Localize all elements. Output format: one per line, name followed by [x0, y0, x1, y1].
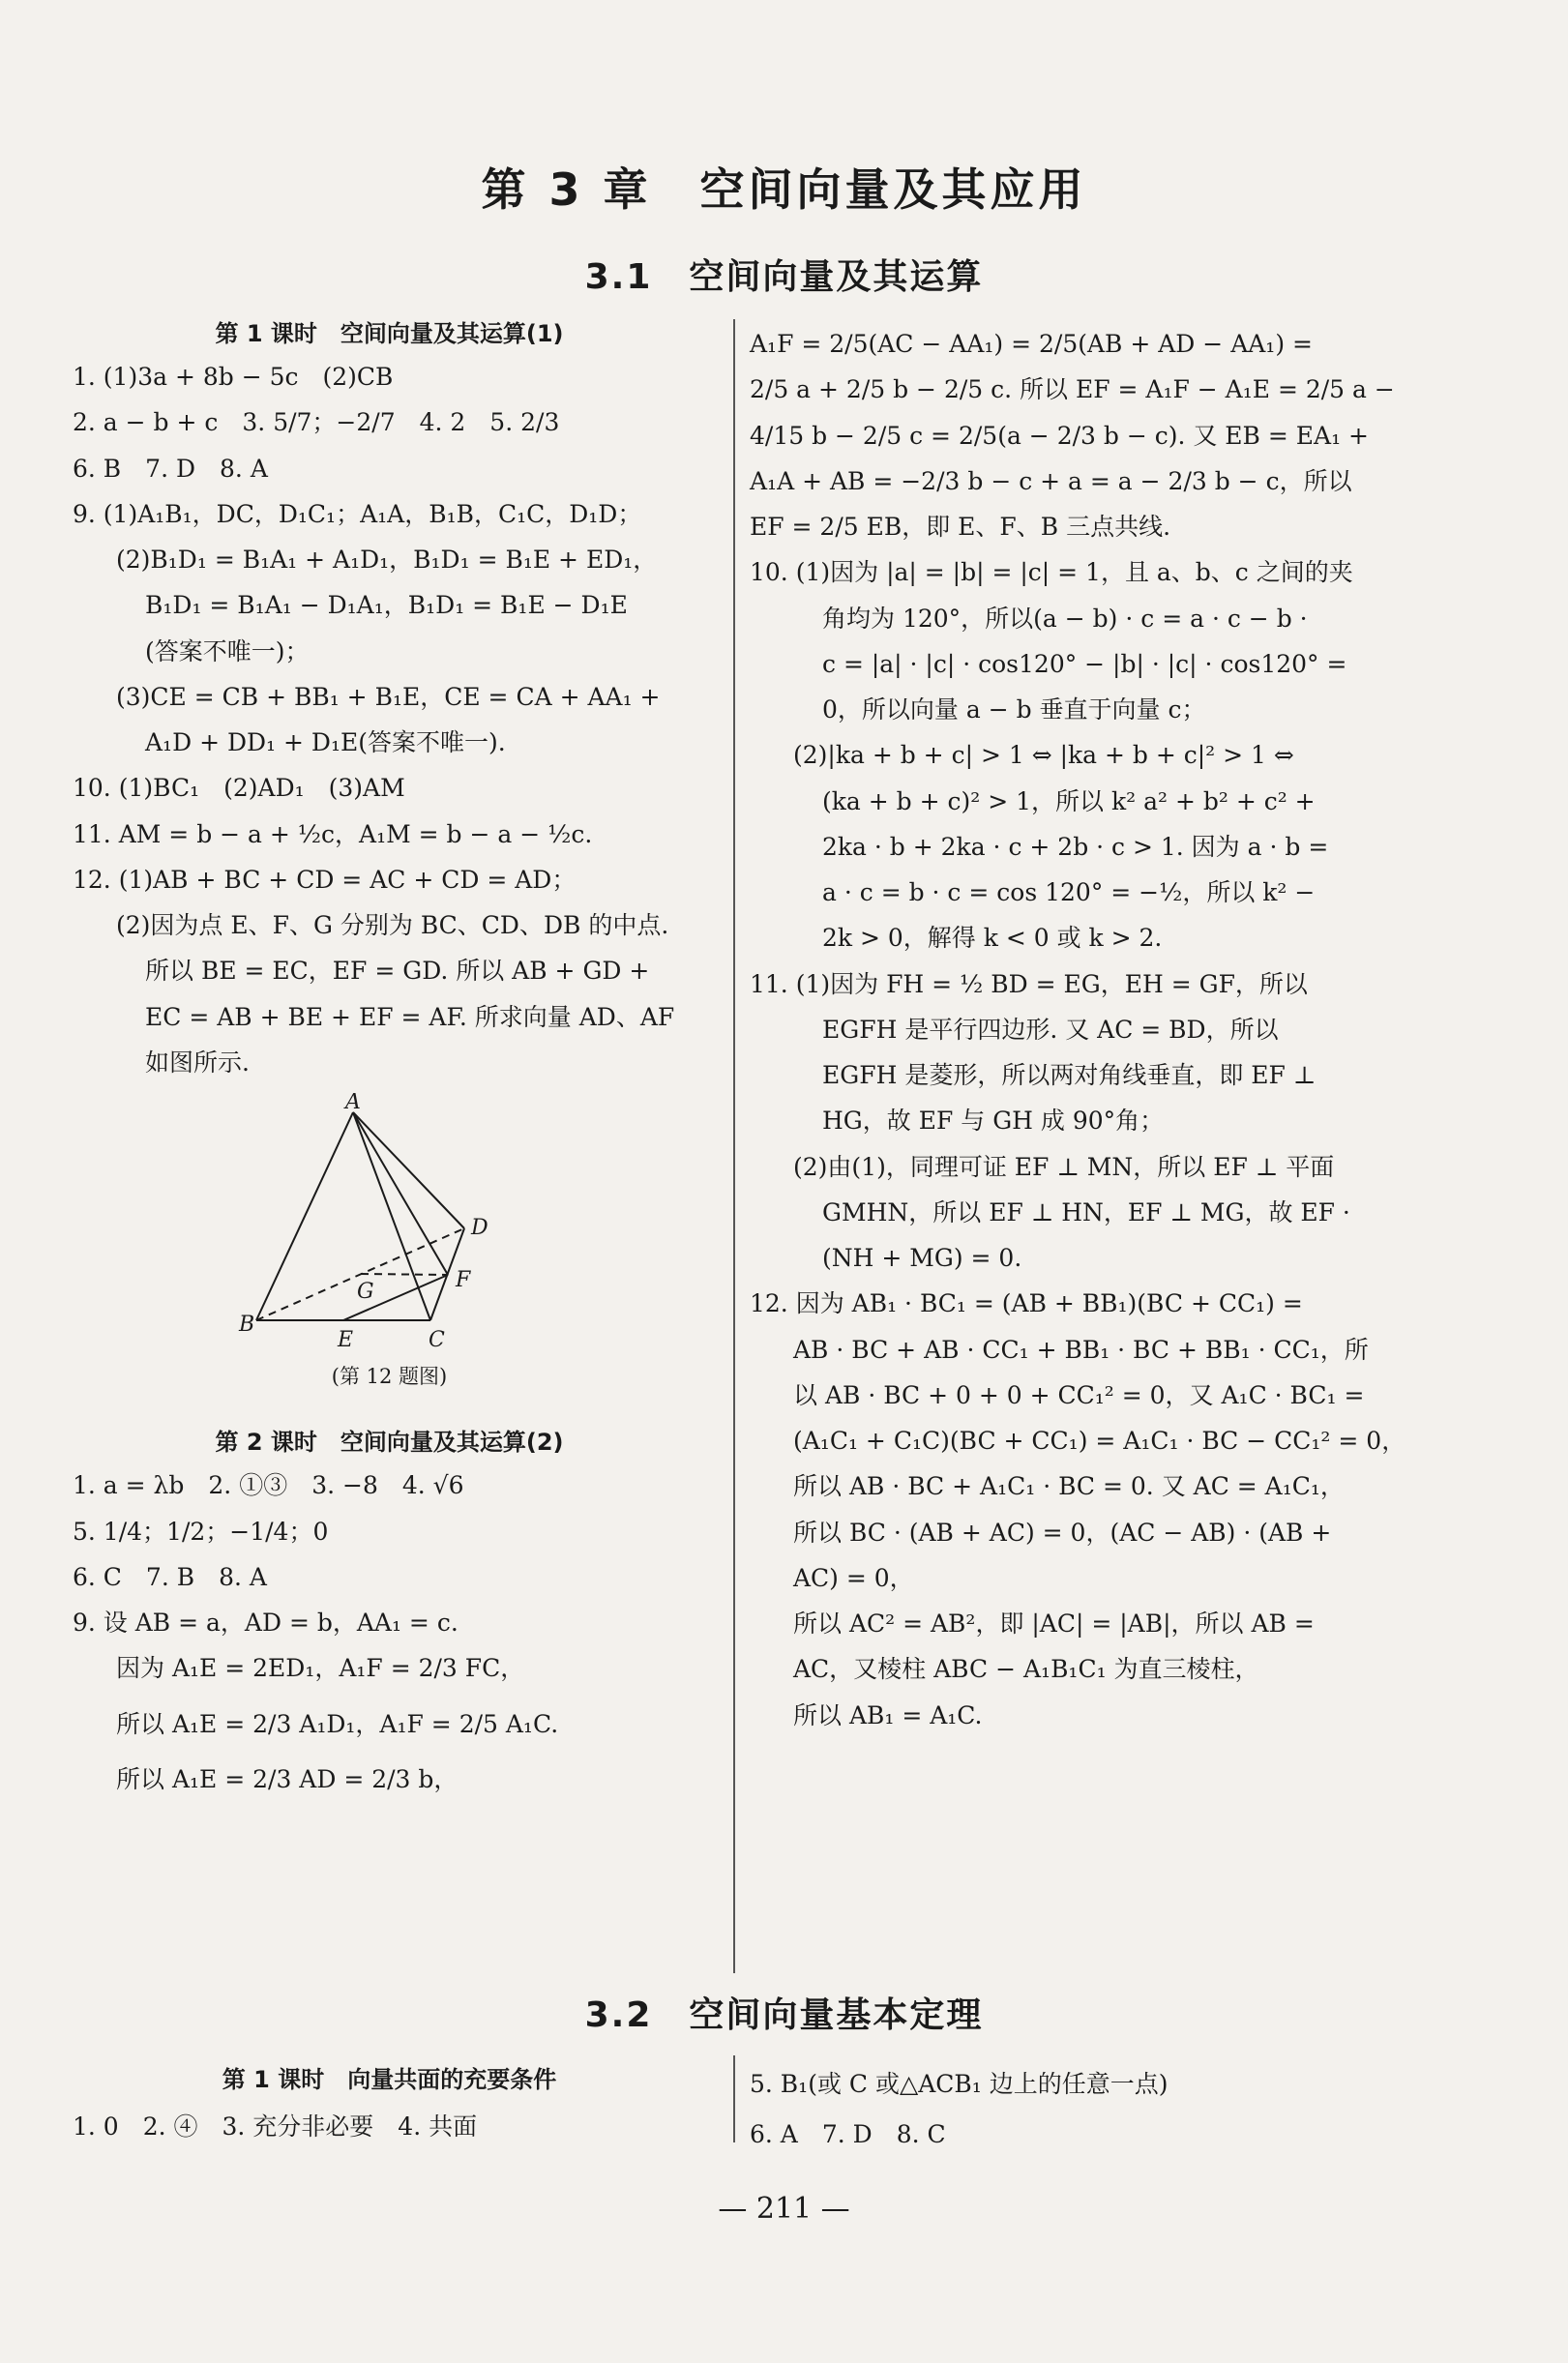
answer-line: 6. C 7. B 8. A — [73, 1562, 267, 1591]
answer-line: a · c = b · c = cos 120° = −½，所以 k² − — [822, 878, 1316, 906]
answer-line: 所以 BE = EC，EF = GD. 所以 AB + GD + — [145, 957, 650, 986]
answer-line: 6. A 7. D 8. C — [750, 2120, 946, 2148]
tetrahedron-diagram — [237, 1093, 547, 1354]
edge-ab — [256, 1112, 353, 1320]
lesson2-title: 第 2 课时 空间向量及其运算(2) — [215, 1429, 564, 1457]
answer-line: 5. 1/4；1/2；−1/4；0 — [73, 1517, 329, 1546]
answer-line: EF = 2/5 EB，即 E、F、B 三点共线. — [750, 513, 1171, 541]
answer-line: 因为 A₁E = 2ED₁，A₁F = 2/3 FC， — [116, 1654, 525, 1683]
answer-line: (答案不唯一)； — [145, 636, 310, 665]
answer-line: 6. B 7. D 8. A — [73, 454, 268, 483]
answer-line: 1. a = λb 2. ①③ 3. −8 4. √6 — [73, 1471, 464, 1500]
answer-line: 2. a − b + c 3. 5/7；−2/7 4. 2 5. 2/3 — [73, 408, 560, 437]
bottom-left-column — [73, 2060, 706, 2158]
answer-line: EC = AB + BE + EF = AF. 所求向量 AD、AF — [145, 1002, 675, 1031]
answer-line: 所以 A₁E = 2/3 AD = 2/3 b， — [116, 1764, 459, 1793]
segment-gf-hidden — [361, 1274, 448, 1275]
answer-line: 以 AB · BC + 0 + 0 + CC₁² = 0，又 A₁C · BC₁ = — [793, 1380, 1365, 1409]
answer-line: HG，故 EF 与 GH 成 90°角； — [822, 1107, 1165, 1136]
answer-line: (ka + b + c)² > 1，所以 k² a² + b² + c² + — [822, 786, 1316, 815]
answer-line: 0，所以向量 a − b 垂直于向量 c； — [822, 695, 1206, 724]
answer-line: A₁F = 2/5(AC − AA₁) = 2/5(AB + AD − AA₁) = — [750, 330, 1313, 358]
answer-line: 4/15 b − 2/5 c = 2/5(a − 2/3 b − c). 又 EB = EA₁ + — [750, 421, 1369, 450]
answer-line: A₁D + DD₁ + D₁E(答案不唯一). — [145, 728, 506, 756]
label-g: G — [357, 1280, 374, 1304]
answer-line: 9. 设 AB = a，AD = b，AA₁ = c. — [73, 1609, 459, 1637]
label-f: F — [456, 1268, 471, 1292]
answer-line: 2ka · b + 2ka · c + 2b · c > 1. 因为 a · b = — [822, 832, 1329, 861]
lesson1-title: 第 1 课时 空间向量及其运算(1) — [215, 320, 564, 347]
right-column — [750, 329, 1407, 1746]
answer-line: GMHN，所以 EF ⊥ HN，EF ⊥ MG，故 EF · — [822, 1197, 1350, 1226]
column-divider — [733, 319, 735, 1973]
answer-line: 11. AM = b − a + ½c，A₁M = b − a − ½c. — [73, 819, 593, 848]
answer-line: 1. 0 2. ④ 3. 充分非必要 4. 共面 — [73, 2112, 478, 2141]
answer-line: EGFH 是平行四边形. 又 AC = BD，所以 — [822, 1015, 1279, 1044]
answer-line: 5. B₁(或 C 或△ACB₁ 边上的任意一点) — [750, 2070, 1169, 2098]
answer-line: (2)因为点 E、F、G 分别为 BC、CD、DB 的中点. — [116, 911, 669, 939]
edge-ad — [353, 1112, 464, 1228]
bottom-column-divider — [733, 2055, 735, 2142]
answer-line: EGFH 是菱形，所以两对角线垂直，即 EF ⊥ — [822, 1061, 1317, 1089]
answer-line: c = |a| · |c| · cos120° − |b| · |c| · cos120° = — [822, 649, 1347, 678]
chapter-title: 第 3 章 空间向量及其应用 — [481, 163, 1087, 216]
answer-line: 所以 A₁E = 2/3 A₁D₁，A₁F = 2/5 A₁C. — [116, 1709, 559, 1738]
section-title-3-1: 3.1 空间向量及其运算 — [584, 257, 984, 297]
answer-line: 9. (1)A₁B₁，DC，D₁C₁；A₁A，B₁B，C₁C，D₁D； — [73, 499, 642, 528]
answer-line: 11. (1)因为 FH = ½ BD = EG，EH = GF，所以 — [750, 969, 1308, 998]
answer-line: AB · BC + AB · CC₁ + BB₁ · BC + BB₁ · CC₁，所 — [793, 1335, 1369, 1364]
answer-line: (3)CE = CB + BB₁ + B₁E，CE = CA + AA₁ + — [116, 682, 661, 711]
label-c: C — [429, 1328, 445, 1352]
section-title-3-2: 3.2 空间向量基本定理 — [584, 1995, 984, 2035]
answer-line: 1. (1)3a + 8b − 5c (2)CB — [73, 363, 394, 391]
label-e: E — [338, 1328, 354, 1352]
page-number: — 211 — — [718, 2192, 850, 2226]
vector-af — [353, 1112, 448, 1275]
label-d: D — [471, 1216, 488, 1240]
answer-line: 角均为 120°，所以(a − b) · c = a · c − b · — [822, 604, 1308, 633]
answer-line: A₁A + AB = −2/3 b − c + a = a − 2/3 b − c，所以 — [750, 466, 1352, 495]
answer-line: AC，又棱柱 ABC − A₁B₁C₁ 为直三棱柱， — [793, 1655, 1259, 1684]
answer-line: 如图所示. — [145, 1048, 250, 1077]
answer-line: (A₁C₁ + C₁C)(BC + CC₁) = A₁C₁ · BC − CC₁² = 0， — [793, 1427, 1406, 1455]
bottom-right-column — [750, 2065, 1407, 2166]
left-column — [73, 319, 706, 1810]
answer-line: B₁D₁ = B₁A₁ − D₁A₁，B₁D₁ = B₁E − D₁E — [145, 591, 628, 620]
answer-line: 所以 BC · (AB + AC) = 0，(AC − AB) · (AB + — [793, 1518, 1332, 1547]
label-b: B — [239, 1313, 255, 1337]
answer-line: 12. (1)AB + BC + CD = AC + CD = AD； — [73, 865, 577, 894]
answer-line: AC) = 0， — [793, 1563, 914, 1592]
answer-line: (2)B₁D₁ = B₁A₁ + A₁D₁，B₁D₁ = B₁E + ED₁， — [116, 546, 658, 574]
answer-line: 12. 因为 AB₁ · BC₁ = (AB + BB₁)(BC + CC₁) = — [750, 1289, 1303, 1318]
answer-line: 10. (1)BC₁ (2)AD₁ (3)AM — [73, 774, 405, 803]
answer-line: 所以 AC² = AB²，即 |AC| = |AB|，所以 AB = — [793, 1610, 1315, 1638]
answer-line: (2)由(1)，同理可证 EF ⊥ MN，所以 EF ⊥ 平面 — [793, 1152, 1335, 1181]
answer-line: 2k > 0，解得 k < 0 或 k > 2. — [822, 924, 1163, 953]
tetrahedron-figure — [73, 1093, 706, 1364]
answer-line: 所以 AB₁ = A₁C. — [793, 1700, 983, 1729]
answer-line: 2/5 a + 2/5 b − 2/5 c. 所以 EF = A₁F − A₁E = 2/5 a − — [750, 375, 1395, 404]
answer-line: 所以 AB · BC + A₁C₁ · BC = 0. 又 AC = A₁C₁， — [793, 1472, 1345, 1501]
answer-line: (2)|ka + b + c| > 1 ⇔ |ka + b + c|² > 1 ⇔ — [793, 741, 1294, 770]
label-a: A — [345, 1093, 361, 1114]
answer-line: 10. (1)因为 |a| = |b| = |c| = 1，且 a、b、c 之间的夹 — [750, 558, 1353, 587]
answer-line: (NH + MG) = 0. — [822, 1244, 1022, 1272]
figure-caption: (第 12 题图) — [331, 1365, 448, 1388]
lesson3-title: 第 1 课时 向量共面的充要条件 — [222, 2066, 557, 2093]
